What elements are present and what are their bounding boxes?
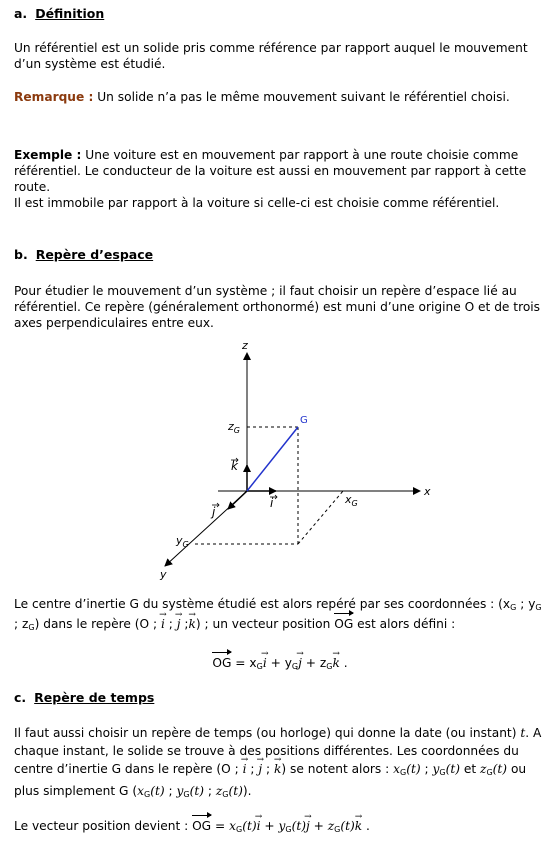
heading-marker: c. (14, 690, 27, 705)
y-axis-label: y (160, 568, 167, 581)
heading-marker: b. (14, 247, 28, 262)
text-run: + y (266, 656, 292, 670)
text-run: ; (420, 762, 433, 776)
time-vector-paragraph (14, 818, 546, 838)
coord-z: z (215, 784, 223, 798)
time-paragraph (14, 724, 546, 804)
vector-og: OG (212, 656, 232, 670)
text-run: . (362, 819, 370, 833)
remark-paragraph (14, 89, 546, 105)
sub-g: G (535, 603, 542, 612)
text-run: et (460, 762, 481, 776)
text-run: = (211, 819, 230, 833)
vector-k: → k (274, 760, 281, 778)
text-run: ; (164, 784, 177, 798)
sub-g: G (326, 662, 333, 671)
coord-x: x (137, 784, 144, 798)
sub-g: G (439, 768, 446, 777)
j-label: j (212, 505, 216, 519)
example-paragraph (14, 147, 546, 211)
time-arg: (t) (291, 819, 306, 833)
heading-title: Repère d’espace (35, 247, 154, 262)
time-arg: (t) (228, 784, 243, 798)
text-run: ; z (14, 617, 29, 631)
vector-og: OG (192, 819, 212, 833)
point-g-label: G (300, 415, 308, 426)
coordinates-paragraph (14, 596, 546, 636)
text-run: ou plus simplement G ( (14, 762, 527, 798)
text-run: ; (246, 762, 259, 776)
definition-paragraph: Un référentiel est un solide pris comme référence par rapport auquel le mouvement d’un système est étudié. (14, 41, 528, 71)
text-run: Le vecteur position devient : (14, 819, 193, 833)
text-run: + (309, 819, 328, 833)
og-segment (247, 427, 298, 491)
vector-i: → i (161, 616, 165, 632)
heading-title: Définition (35, 6, 105, 21)
repere-paragraph: Pour étudier le mouvement d’un système ; il faut choisir un repère d’espace lié au référentiel. Ce repère (généralement orthonormé) est muni d’une origine O et de trois axes perpendiculaires entre eux. (14, 284, 541, 330)
sub-g: G (510, 603, 517, 612)
sub-g: G (256, 662, 263, 671)
example-text-2: Il est immobile par rapport à la voiture si celle-ci est choisie comme référentiel. (14, 196, 500, 210)
time-arg: (t) (492, 762, 508, 776)
remark-text: Un solide n’a pas le même mouvement suivant le référentiel choisi. (93, 90, 510, 104)
time-arg: (t) (445, 762, 460, 776)
text-run: ) dans le repère (O ; (34, 617, 161, 631)
sub-g: G (291, 662, 299, 671)
vector-j: → j (177, 616, 181, 632)
zg-label: $z_G$ (228, 420, 240, 435)
time-arg: (t) (242, 819, 257, 833)
remark-label: Remarque : (14, 90, 94, 104)
coord-y: y (176, 784, 184, 798)
heading-definition (14, 6, 546, 22)
xg-label: $x_G$ (345, 493, 358, 508)
vector-j: → j (298, 655, 302, 671)
text-run: ; (204, 784, 216, 798)
axes-diagram (0, 330, 560, 590)
z-axis-label: z (242, 339, 248, 352)
text-run: ; (180, 617, 189, 631)
heading-marker: a. (14, 6, 28, 21)
sub-g: G (334, 825, 341, 834)
example-label: Exemple : (14, 148, 82, 162)
text-run: . (339, 656, 348, 670)
yg-label: $y_G$ (176, 534, 189, 549)
example-text: Une voiture est en mouvement par rapport à une route choisie comme référentiel. Le conducteur de la voiture est aussi en mouvement par rapport à cette route. (14, 148, 527, 194)
text-run: est alors défini : (353, 617, 456, 631)
vector-k: → k (332, 655, 339, 671)
text-run: ; (262, 762, 275, 776)
time-arg: (t) (406, 762, 421, 776)
vector-k: → k (188, 616, 195, 632)
text-run: ) se notent alors : (281, 762, 394, 776)
coord-z: z (480, 762, 487, 776)
heading-title: Repère de temps (34, 690, 155, 705)
text-run: ) ; un vecteur position (195, 617, 335, 631)
projection-lines (195, 427, 343, 544)
text-run: = x (231, 656, 257, 670)
time-arg: (t) (340, 819, 355, 833)
k-label: k (231, 459, 238, 473)
vector-j: → j (258, 760, 262, 778)
coord-x: x (393, 762, 400, 776)
text-run: + (260, 819, 279, 833)
vector-og: OG (334, 617, 354, 631)
vector-i: → i (257, 818, 261, 834)
sub-g: G (183, 790, 190, 799)
sub-g: G (285, 825, 292, 834)
vector-k: → k (355, 818, 362, 834)
text-run: ; (164, 617, 177, 631)
vector-i: → i (263, 655, 267, 671)
sub-g: G (400, 768, 407, 777)
time-arg: (t) (189, 784, 204, 798)
text-run: Il faut aussi choisir un repère de temps (ou horloge) qui donne la date (ou instant) (14, 726, 521, 740)
coord-y: y (432, 762, 440, 776)
vector-j: → j (306, 818, 310, 834)
coord-z: z (327, 819, 335, 833)
text-run: ). (242, 784, 252, 798)
heading-repere-espace (14, 247, 546, 263)
text-run: ; y (516, 597, 536, 611)
sub-g: G (486, 768, 493, 777)
time-t: t (520, 726, 526, 740)
time-arg: (t) (150, 784, 165, 798)
text-run: . A chaque instant, le solide se trouve à des positions différentes. Les coordonnées du centre d’inertie G dans le repère (O ; (14, 726, 542, 776)
coord-y: y (278, 819, 286, 833)
coord-x: x (229, 819, 236, 833)
sub-g: G (235, 825, 243, 834)
text-run: Le centre d’inertie G du système étudié est alors repéré par ses coordonnées : (x (14, 597, 511, 611)
j-vector (228, 491, 247, 509)
heading-repere-temps (14, 690, 546, 706)
vector-i: → i (243, 760, 247, 778)
i-label: i (270, 496, 274, 510)
position-formula (14, 655, 546, 675)
sub-g: G (28, 623, 35, 632)
sub-g: G (222, 790, 229, 799)
x-axis-label: x (424, 485, 431, 498)
text-run: + z (301, 656, 327, 670)
sub-g: G (144, 790, 151, 799)
